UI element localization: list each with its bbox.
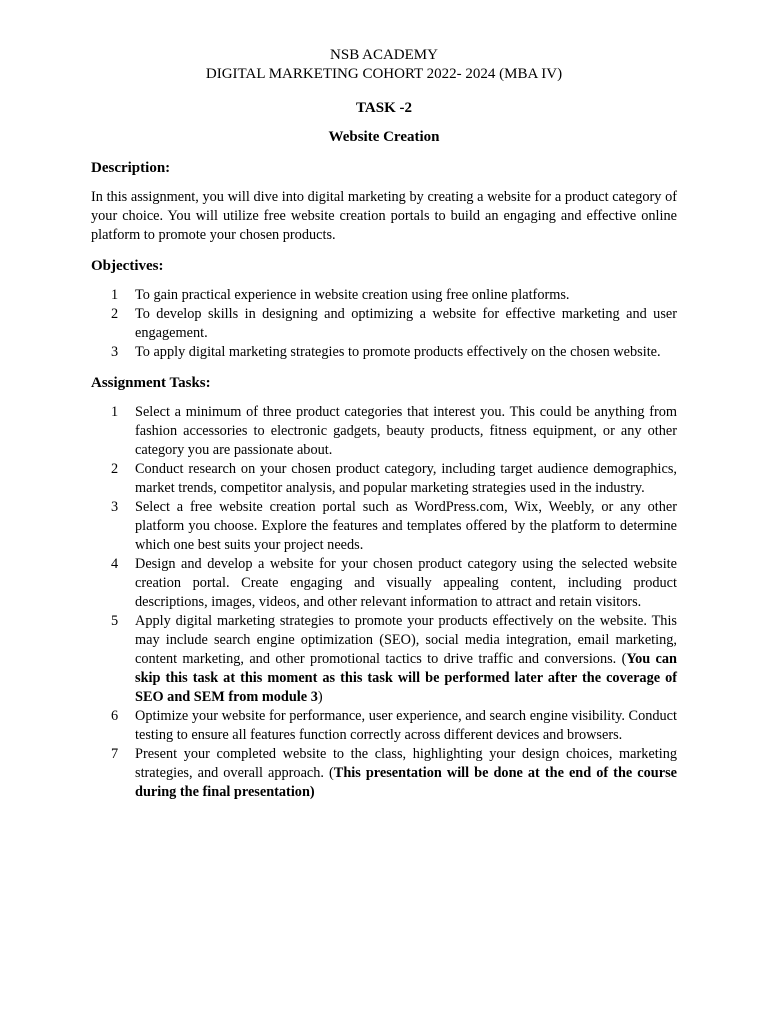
description-text: In this assignment, you will dive into digital marketing by creating a website for a product category of your choice. You will utilize free website creation portals to build an engaging and effective online platform to promote your chosen products. xyxy=(91,189,677,243)
item-number: 1 xyxy=(111,287,119,303)
objectives-heading: Objectives: xyxy=(91,258,164,274)
item-text: Conduct research on your chosen product category, including target audience demographics, market trends, competitor analysis, and popular marketing strategies used in the industry. xyxy=(135,461,677,496)
item-text-after: ) xyxy=(317,689,323,705)
item-number: 7 xyxy=(111,746,119,762)
tasks-heading: Assignment Tasks: xyxy=(91,375,211,391)
item-bold-note: This presentation will be done at the end of the course during the final presentation) xyxy=(135,765,677,800)
item-number: 3 xyxy=(111,344,119,360)
list-item xyxy=(91,707,677,745)
item-text: To develop skills in designing and optimizing a website for effective marketing and user engagement. xyxy=(135,306,677,341)
item-bold-note: You can skip this task at this moment as this task will be performed later after the coverage of SEO and SEM from module 3 xyxy=(135,651,677,705)
list-item xyxy=(91,498,677,555)
cohort-title: DIGITAL MARKETING COHORT 2022- 2024 (MBA IV) xyxy=(205,66,563,82)
list-item xyxy=(91,305,677,343)
item-text: To apply digital marketing strategies to promote products effectively on the chosen website. xyxy=(135,344,661,360)
list-item xyxy=(91,403,677,460)
item-number: 4 xyxy=(111,556,119,572)
objectives-list xyxy=(91,286,677,362)
item-number: 3 xyxy=(111,499,119,515)
item-text: Select a free website creation portal such as WordPress.com, Wix, Weebly, or any other platform you choose. Explore the features and templates offered by the platform to determine which one best suits your project needs. xyxy=(135,499,677,553)
task-number: TASK -2 xyxy=(356,100,412,116)
item-text: Optimize your website for performance, user experience, and search engine visibility. Conduct testing to ensure all features function correctly across different devices and browsers. xyxy=(135,708,677,743)
item-text: To gain practical experience in website creation using free online platforms. xyxy=(135,287,570,303)
item-number: 2 xyxy=(111,461,119,477)
item-number: 2 xyxy=(111,306,119,322)
item-text: Apply digital marketing strategies to promote your products effectively on the website. This may include search engine optimization (SEO), social media integration, email marketing, content marketing, and other promotional tactics to drive traffic and conversions. ( xyxy=(135,613,677,667)
description-heading: Description: xyxy=(91,160,171,176)
item-number: 5 xyxy=(111,613,119,629)
list-item xyxy=(91,343,677,362)
tasks-list xyxy=(91,403,677,802)
item-text: Design and develop a website for your chosen product category using the selected website creation portal. Create engaging and visually appealing content, including product descriptions, images, videos, and other relevant information to attract and retain visitors. xyxy=(135,556,677,610)
item-number: 1 xyxy=(111,404,119,420)
list-item xyxy=(91,745,677,802)
list-item xyxy=(91,612,677,707)
list-item xyxy=(91,555,677,612)
list-item xyxy=(91,286,677,305)
item-text: Present your completed website to the class, highlighting your design choices, marketing strategies, and overall approach. ( xyxy=(135,746,677,781)
list-item xyxy=(91,460,677,498)
item-text: Select a minimum of three product categories that interest you. This could be anything from fashion accessories to electronic gadgets, beauty products, fitness equipment, or any other category you are passionate about. xyxy=(135,404,677,458)
page-title: Website Creation xyxy=(328,129,440,145)
item-number: 6 xyxy=(111,708,119,724)
org-name: NSB ACADEMY xyxy=(330,47,438,63)
